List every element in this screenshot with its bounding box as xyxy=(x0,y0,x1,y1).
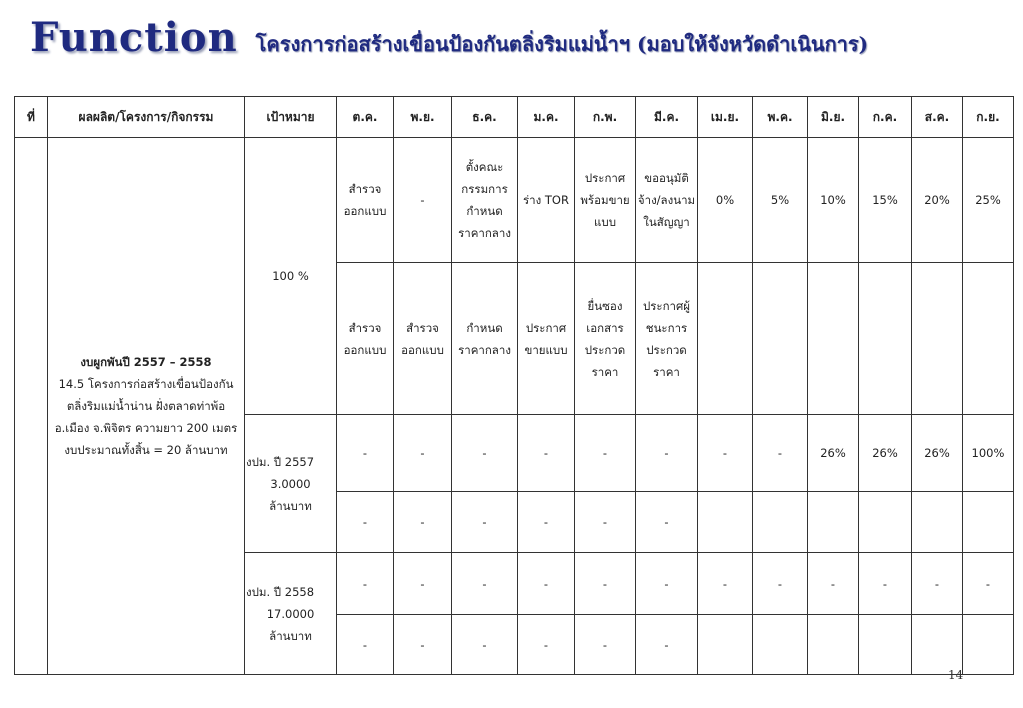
page-number: 14 xyxy=(948,668,964,682)
plan-activity: ประกาศพร้อมขายแบบ xyxy=(575,138,636,263)
header-month: ส.ค. xyxy=(912,97,963,138)
budget-2558-actual: - xyxy=(518,615,575,675)
budget-2557-plan: - xyxy=(575,415,636,492)
budget-2558-plan: - xyxy=(636,553,698,615)
project-cell xyxy=(48,138,245,675)
budget-2558-actual xyxy=(912,615,963,675)
budget-2557-actual: - xyxy=(452,492,518,553)
header-month: พ.ค. xyxy=(753,97,808,138)
budget-2558-plan: - xyxy=(859,553,912,615)
plan-activity: สำรวจออกแบบ xyxy=(337,138,394,263)
project-name: 14.5 โครงการก่อสร้างเขื่อนป้องกันตลิ่งริมแม่น้ำน่าน ฝั่งตลาดท่าพ้อ อ.เมือง จ.พิจิตร ความยาว 200 เมตร xyxy=(54,377,238,435)
budget-2557-actual xyxy=(859,492,912,553)
budget-2558-actual: - xyxy=(636,615,698,675)
budget-2557-plan: - xyxy=(753,415,808,492)
actual-activity xyxy=(912,263,963,415)
header-month: ธ.ค. xyxy=(452,97,518,138)
budget-2557-actual: - xyxy=(636,492,698,553)
budget-2558-plan: - xyxy=(808,553,859,615)
budget-2558-plan: - xyxy=(337,553,394,615)
budget-2557-plan: 26% xyxy=(912,415,963,492)
budget-2558-plan: - xyxy=(753,553,808,615)
budget-2557-plan: - xyxy=(698,415,753,492)
header-month: ต.ค. xyxy=(337,97,394,138)
plan-activity: 10% xyxy=(808,138,859,263)
title-subtitle: โครงการก่อสร้างเขื่อนป้องกันตลิ่งริมแม่น้ำฯ (มอบให้จังหวัดดำเนินการ) xyxy=(255,32,869,56)
budget-2558-actual xyxy=(753,615,808,675)
no-cell xyxy=(15,138,48,675)
budget-2557-plan: - xyxy=(636,415,698,492)
budget-2558-actual xyxy=(698,615,753,675)
budget-2557-actual xyxy=(963,492,1014,553)
header-product: ผลผลิต/โครงการ/กิจกรรม xyxy=(48,97,245,138)
project-budget-total: งบประมาณทั้งสิ้น = 20 ล้านบาท xyxy=(64,443,228,457)
actual-activity: สำรวจออกแบบ xyxy=(337,263,394,415)
plan-activity: ร่าง TOR xyxy=(518,138,575,263)
header-month: ก.พ. xyxy=(575,97,636,138)
plan-activity: 0% xyxy=(698,138,753,263)
budget-2558-plan: - xyxy=(518,553,575,615)
actual-activity: ประกาศผู้ชนะการประกวดราคา xyxy=(636,263,698,415)
budget-2557-amount: 3.0000 xyxy=(270,476,311,491)
budget-2558-amount: 17.0000 xyxy=(266,606,315,621)
header-target: เป้าหมาย xyxy=(245,97,337,138)
budget-2558-unit: ล้านบาท xyxy=(269,628,312,643)
target-cell: 100 % xyxy=(245,138,337,415)
budget-2558-actual: - xyxy=(337,615,394,675)
header-month: ม.ค. xyxy=(518,97,575,138)
budget-2557-plan: 100% xyxy=(963,415,1014,492)
header-month: ก.ค. xyxy=(859,97,912,138)
budget-2557-unit: ล้านบาท xyxy=(269,498,312,513)
budget-2557-actual: - xyxy=(518,492,575,553)
actual-activity: ยื่นซองเอกสารประกวดราคา xyxy=(575,263,636,415)
actual-activity: ประกาศขายแบบ xyxy=(518,263,575,415)
budget-2558-label: งปม. ปี 2558 xyxy=(246,584,315,599)
budget-2557-actual: - xyxy=(394,492,452,553)
header-month: พ.ย. xyxy=(394,97,452,138)
plan-activity: ตั้งคณะกรรมการกำหนดราคากลาง xyxy=(452,138,518,263)
budget-2558-actual: - xyxy=(575,615,636,675)
budget-2558-plan: - xyxy=(963,553,1014,615)
budget-2558-actual xyxy=(859,615,912,675)
actual-activity xyxy=(753,263,808,415)
actual-activity xyxy=(698,263,753,415)
budget-2557-actual: - xyxy=(337,492,394,553)
actual-activity: สำรวจออกแบบ xyxy=(394,263,452,415)
budget-2558-plan: - xyxy=(912,553,963,615)
slide-title xyxy=(30,14,868,74)
budget-2558-actual xyxy=(963,615,1014,675)
header-no: ที่ xyxy=(15,97,48,138)
budget-2558-actual: - xyxy=(394,615,452,675)
header-month: ก.ย. xyxy=(963,97,1014,138)
budget-2557-actual xyxy=(698,492,753,553)
budget-2557-actual: - xyxy=(575,492,636,553)
budget-2557-cell xyxy=(245,415,337,553)
budget-2558-plan: - xyxy=(698,553,753,615)
plan-activity: - xyxy=(394,138,452,263)
plan-activity: 25% xyxy=(963,138,1014,263)
budget-2558-plan: - xyxy=(575,553,636,615)
title-main: Function xyxy=(30,14,238,61)
header-month: มิ.ย. xyxy=(808,97,859,138)
budget-2558-actual: - xyxy=(452,615,518,675)
actual-activity xyxy=(859,263,912,415)
budget-2557-actual xyxy=(808,492,859,553)
budget-2558-plan: - xyxy=(394,553,452,615)
budget-2557-plan: 26% xyxy=(859,415,912,492)
actual-activity xyxy=(808,263,859,415)
budget-2557-plan: - xyxy=(394,415,452,492)
actual-activity: กำหนดราคากลาง xyxy=(452,263,518,415)
budget-2557-actual xyxy=(753,492,808,553)
budget-2558-plan: - xyxy=(452,553,518,615)
plan-activity: ขออนุมัติจ้าง/ลงนามในสัญญา xyxy=(636,138,698,263)
budget-2557-plan: 26% xyxy=(808,415,859,492)
header-row xyxy=(15,97,1014,138)
plan-activity: 5% xyxy=(753,138,808,263)
budget-2557-label: งปม. ปี 2557 xyxy=(246,454,315,469)
plan-table xyxy=(14,96,1014,675)
budget-2557-plan: - xyxy=(337,415,394,492)
budget-2558-actual xyxy=(808,615,859,675)
actual-activity xyxy=(963,263,1014,415)
table-row xyxy=(15,138,1014,263)
plan-activity: 20% xyxy=(912,138,963,263)
project-heading: งบผูกพันปี 2557 – 2558 xyxy=(80,355,212,369)
budget-2557-plan: - xyxy=(452,415,518,492)
budget-2557-plan: - xyxy=(518,415,575,492)
plan-activity: 15% xyxy=(859,138,912,263)
header-month: เม.ย. xyxy=(698,97,753,138)
budget-2557-actual xyxy=(912,492,963,553)
budget-2558-cell xyxy=(245,553,337,675)
header-month: มี.ค. xyxy=(636,97,698,138)
